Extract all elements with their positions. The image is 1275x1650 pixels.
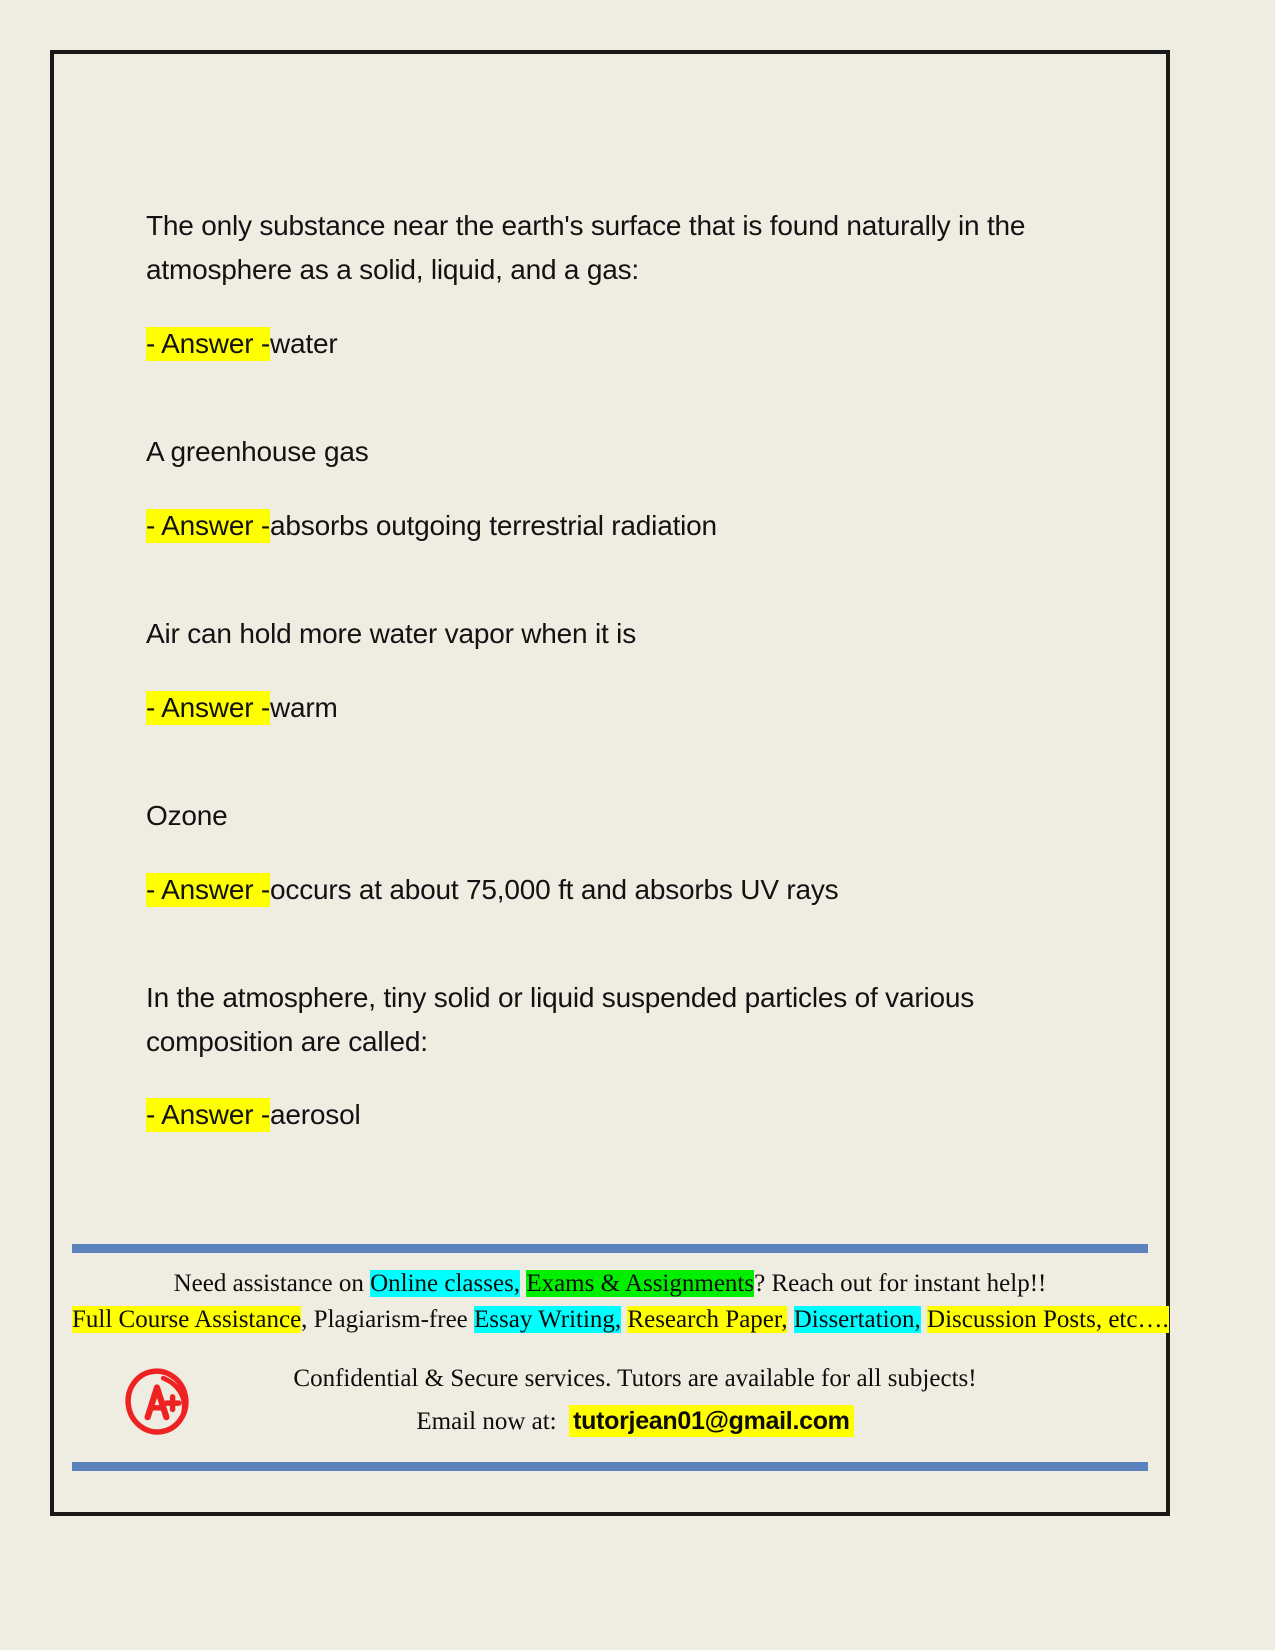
question-text: A greenhouse gas xyxy=(146,435,369,467)
document-page xyxy=(50,50,1170,1516)
promo-research-paper: Research Paper, xyxy=(627,1305,788,1333)
promo-discussion-posts: Discussion Posts, etc…. xyxy=(927,1305,1169,1333)
qa-block xyxy=(146,976,1086,1138)
qa-block xyxy=(146,612,1086,730)
answer-label: - Answer - xyxy=(146,327,271,359)
confidential-note: Confidential & Secure services. Tutors are available for all subjects! xyxy=(293,1364,977,1392)
question-text: The only substance near the earth's surface that is found naturally in the atmosphere as a solid, liquid, and a gas: xyxy=(146,210,1026,285)
answer-text: absorbs outgoing terrestrial radiation xyxy=(270,509,717,541)
promo-space-3 xyxy=(787,1306,793,1333)
answer-label: - Answer - xyxy=(146,873,271,905)
promo-text-tail: ? Reach out for instant help!! xyxy=(754,1270,1047,1297)
answer-line xyxy=(146,504,1086,548)
question-text: In the atmosphere, tiny solid or liquid suspended particles of various composition are called: xyxy=(146,981,975,1057)
answer-label: - Answer - xyxy=(146,509,271,541)
contact-row xyxy=(72,1337,1148,1462)
promo-footer xyxy=(72,1244,1169,1494)
qa-content xyxy=(146,204,1086,1201)
qa-block xyxy=(146,204,1086,366)
promo-full-course-assistance: Full Course Assistance xyxy=(72,1305,302,1333)
promo-line-1 xyxy=(72,1253,1148,1301)
email-prefix-label: Email now at: xyxy=(416,1407,557,1435)
answer-line xyxy=(146,686,1086,730)
question-text: Air can hold more water vapor when it is xyxy=(146,617,636,649)
qa-block xyxy=(146,794,1086,912)
answer-line xyxy=(146,322,1086,366)
promo-dissertation: Dissertation, xyxy=(793,1305,921,1333)
a-plus-logo-wrap xyxy=(72,1361,242,1439)
promo-online-classes: Online classes, xyxy=(370,1270,521,1297)
promo-plagiarism-free: , Plagiarism-free xyxy=(301,1305,475,1333)
footer-divider-top xyxy=(72,1244,1148,1253)
a-plus-grade-icon xyxy=(118,1361,196,1439)
answer-text: water xyxy=(270,327,338,359)
email-address[interactable]: tutorjean01@gmail.com xyxy=(569,1405,853,1437)
question-text: Ozone xyxy=(146,799,228,831)
answer-text: occurs at about 75,000 ft and absorbs UV rays xyxy=(270,873,839,905)
answer-text: aerosol xyxy=(270,1099,361,1131)
footer-divider-bottom xyxy=(72,1462,1148,1471)
answer-line xyxy=(146,868,1086,912)
answer-line xyxy=(146,1093,1086,1137)
answer-label: - Answer - xyxy=(146,1099,271,1131)
answer-label: - Answer - xyxy=(146,691,271,723)
email-line xyxy=(242,1401,1028,1442)
contact-text-block xyxy=(242,1359,1148,1442)
qa-block xyxy=(146,430,1086,548)
answer-text: warm xyxy=(270,691,338,723)
promo-text-lead: Need assistance on xyxy=(173,1270,371,1297)
promo-exams-assignments: Exams & Assignments xyxy=(526,1270,755,1297)
promo-line-2 xyxy=(72,1303,1169,1337)
promo-essay-writing: Essay Writing, xyxy=(474,1305,622,1333)
